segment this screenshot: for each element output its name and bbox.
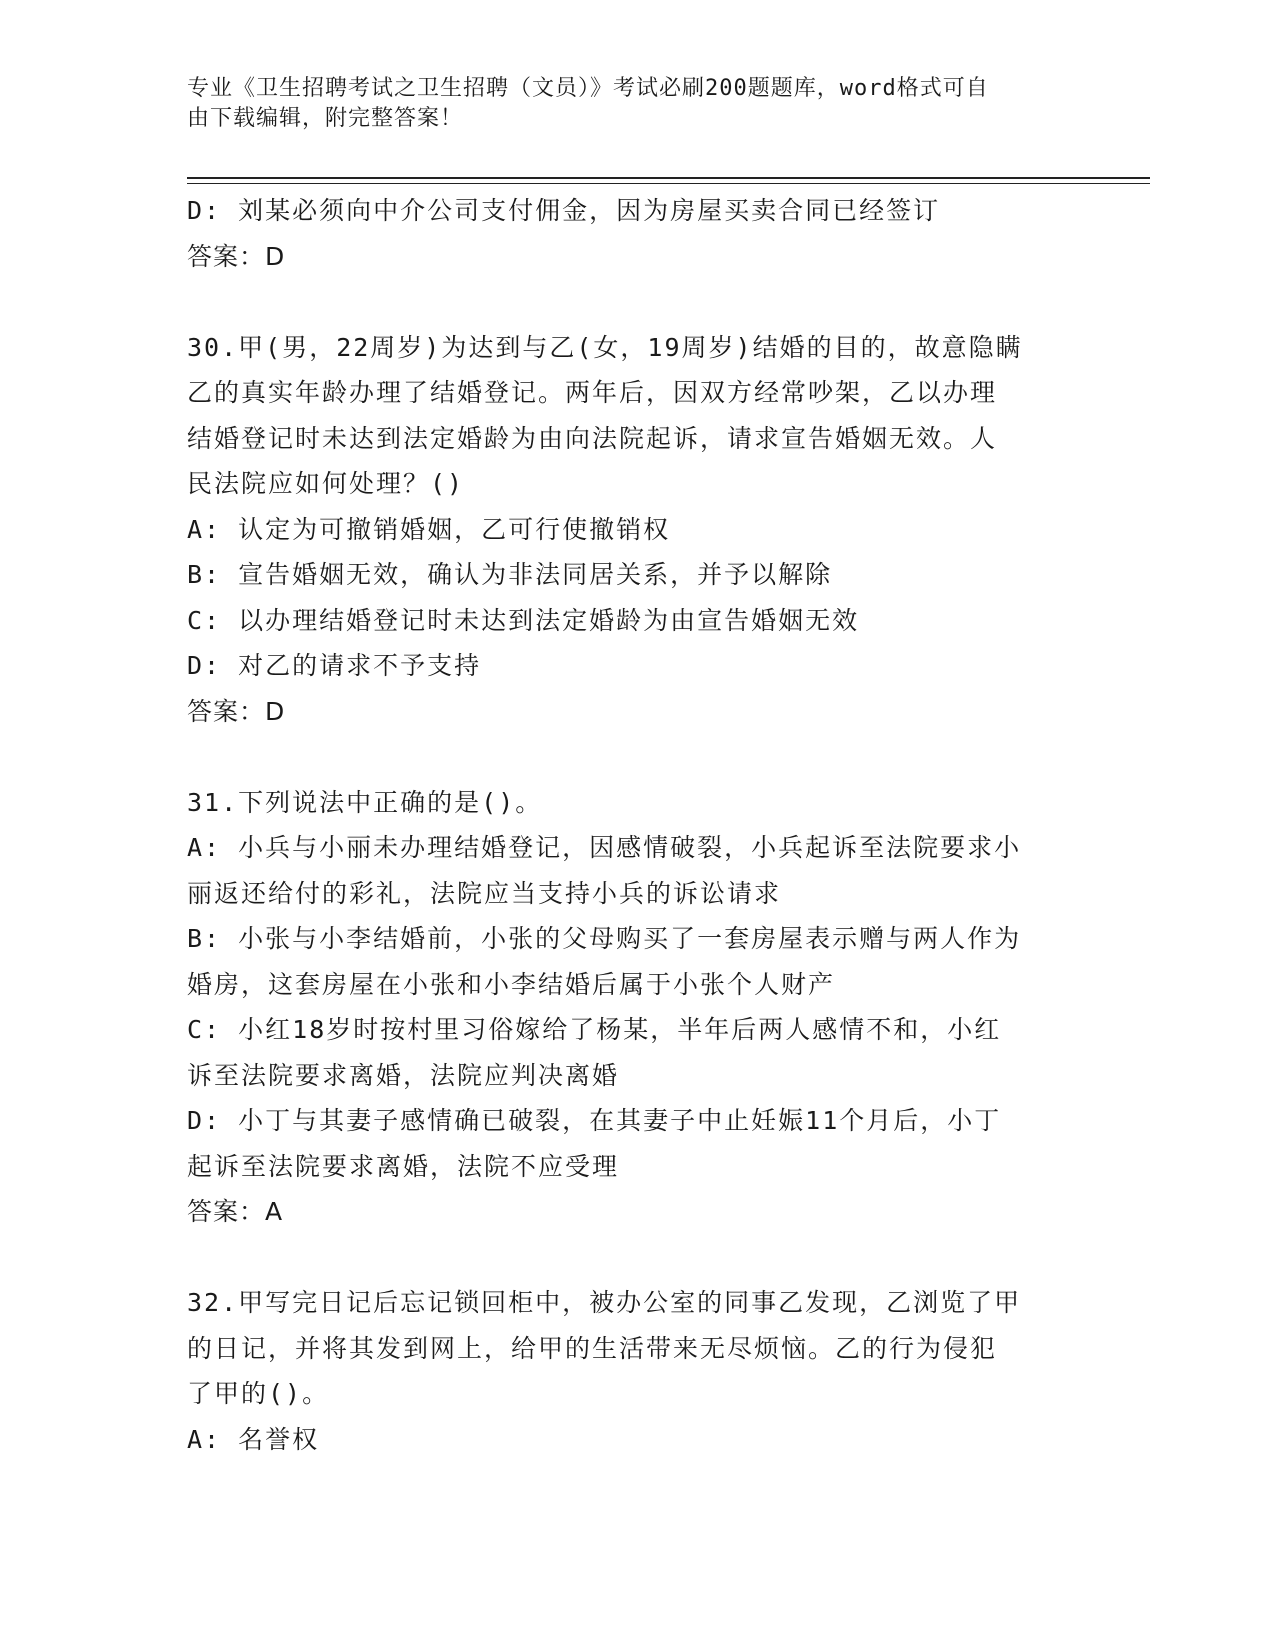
question-stem-line: 31.下列说法中正确的是()。 (187, 787, 543, 817)
option-d: D: 小丁与其妻子感情确已破裂，在其妻子中止妊娠11个月后，小丁 (187, 1106, 1002, 1135)
spacer (187, 734, 1082, 780)
option-a: A: 小兵与小丽未办理结婚登记，因感情破裂，小兵起诉至法院要求小 (187, 833, 1022, 862)
answer: 答案：D (187, 696, 286, 726)
answer: 答案：A (187, 1197, 284, 1226)
question-stem-line: 乙的真实年龄办理了结婚登记。两年后，因双方经常吵架，乙以办理 (187, 378, 998, 407)
question-stem-line: 32.甲写完日记后忘记锁回柜中，被办公室的同事乙发现，乙浏览了甲 (187, 1288, 1022, 1317)
option-a: A: 名誉权 (187, 1424, 320, 1454)
document-header (187, 74, 1067, 134)
option-d: D: 对乙的请求不予支持 (187, 651, 482, 680)
option-c: C: 以办理结婚登记时未达到法定婚龄为由宣告婚姻无效 (187, 605, 860, 635)
spacer (187, 1235, 1082, 1281)
option-a: A: 认定为可撤销婚姻，乙可行使撤销权 (187, 514, 671, 544)
option-c: C: 小红18岁时按村里习俗嫁给了杨某，半年后两人感情不和，小红 (187, 1015, 1002, 1044)
header-line: 专业《卫生招聘考试之卫生招聘（文员）》考试必刷200题题库，word格式可自 (187, 76, 989, 101)
header-divider (187, 183, 1150, 184)
option-d-continued: 起诉至法院要求离婚，法院不应受理 (187, 1151, 620, 1181)
option-d: D: 刘某必须向中介公司支付佣金，因为房屋买卖合同已经签订 (187, 196, 941, 225)
option-b: B: 小张与小李结婚前，小张的父母购买了一套房屋表示赠与两人作为 (187, 924, 1022, 953)
question-stem-line: 30.甲(男，22周岁)为达到与乙(女，19周岁)结婚的目的，故意隐瞒 (187, 332, 1023, 362)
spacer (187, 279, 1082, 325)
option-b-continued: 婚房，这套房屋在小张和小李结婚后属于小张个人财产 (187, 969, 836, 999)
header-divider (187, 177, 1150, 179)
option-b: B: 宣告婚姻无效，确认为非法同居关系，并予以解除 (187, 560, 833, 589)
answer: 答案：D (187, 241, 286, 271)
question-30 (187, 325, 1082, 735)
option-c-continued: 诉至法院要求离婚，法院应判决离婚 (187, 1060, 620, 1090)
question-stem-line: 了甲的()。 (187, 1379, 330, 1408)
question-32 (187, 1280, 1082, 1462)
header-line: 由下载编辑，附完整答案！ (187, 106, 464, 131)
question-31 (187, 780, 1082, 1235)
document-body (187, 188, 1082, 1462)
question-stem-line: 结婚登记时未达到法定婚龄为由向法院起诉，请求宣告婚姻无效。人 (187, 423, 998, 453)
question-stem-line: 民法院应如何处理？() (187, 469, 465, 498)
question-stem-line: 的日记，并将其发到网上，给甲的生活带来无尽烦恼。乙的行为侵犯 (187, 1333, 998, 1363)
option-a-continued: 丽返还给付的彩礼，法院应当支持小兵的诉讼请求 (187, 878, 782, 908)
